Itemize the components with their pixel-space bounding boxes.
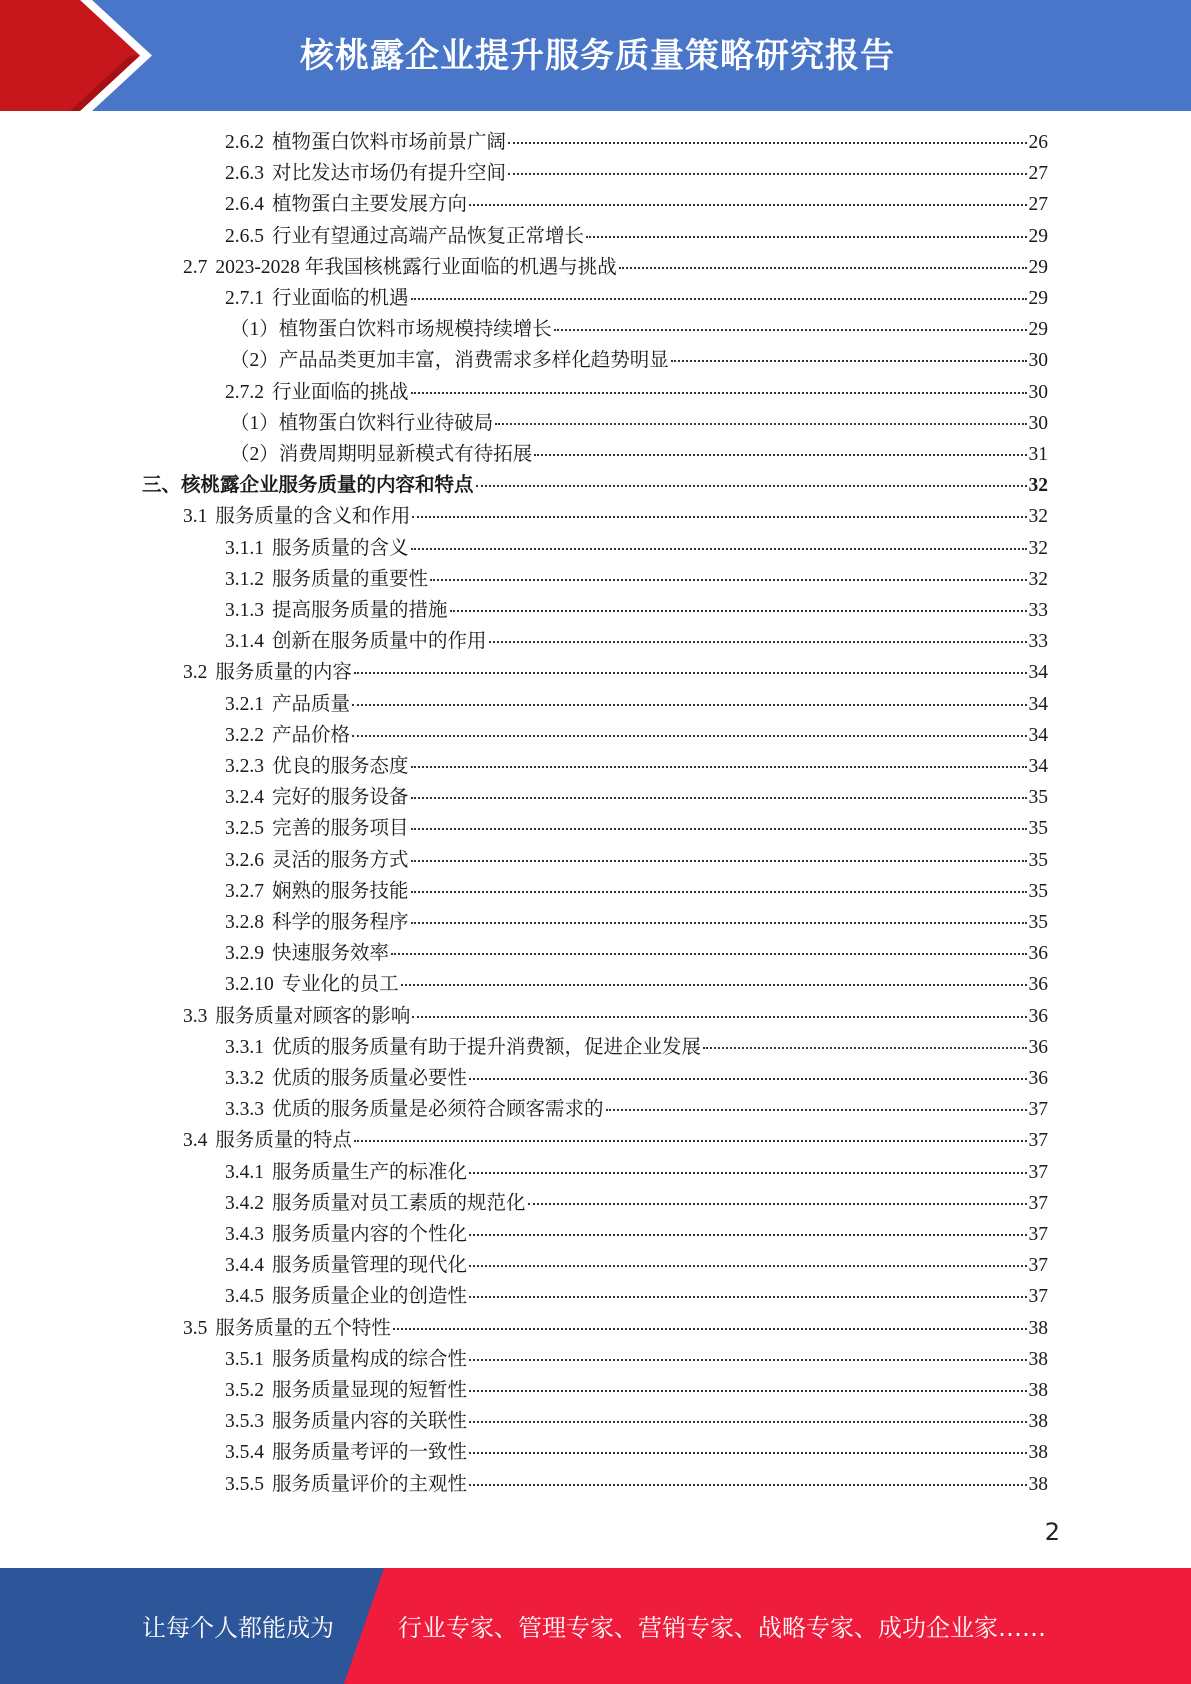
- toc-entry-page: 35: [1028, 849, 1048, 871]
- toc-entry-number: 3.2.1: [225, 693, 264, 715]
- toc-entry-number: 3.2.8: [225, 912, 264, 933]
- toc-entry[interactable]: [183, 1001, 1048, 1032]
- toc-entry[interactable]: [225, 1250, 1048, 1281]
- toc-dot-leader: [469, 1421, 1026, 1423]
- toc-entry[interactable]: [225, 377, 1048, 408]
- toc-entry-title: 提高服务质量的措施: [272, 600, 448, 621]
- toc-entry-title: 优良的服务态度: [272, 756, 409, 777]
- toc-entry-title: 服务质量内容的关联性: [272, 1411, 468, 1433]
- toc-entry-number: 3.2: [183, 662, 208, 684]
- toc-dot-leader: [476, 485, 1027, 487]
- toc-entry[interactable]: [225, 969, 1048, 1000]
- toc-entry[interactable]: [225, 1063, 1048, 1094]
- toc-entry[interactable]: [225, 689, 1048, 720]
- toc-entry-number: 2.7.2: [225, 381, 264, 403]
- toc-dot-leader: [450, 610, 1027, 612]
- document-title: 核桃露企业提升服务质量策略研究报告: [300, 36, 895, 76]
- toc-entry-title: 产品质量: [272, 693, 351, 715]
- toc-entry-title: 行业面临的机遇: [272, 288, 409, 309]
- toc-entry-title: 产品价格: [272, 724, 351, 746]
- toc-entry-number: 3.3.1: [225, 1036, 264, 1058]
- toc-entry-number: 2.6.5: [225, 225, 264, 247]
- toc-entry-number: 3.5.1: [225, 1348, 264, 1370]
- toc-dot-leader: [469, 1484, 1026, 1486]
- toc-entry-number: 3.4.4: [225, 1255, 264, 1277]
- toc-dot-leader: [619, 267, 1027, 269]
- toc-entry[interactable]: [183, 1125, 1048, 1156]
- toc-entry-page: 34: [1028, 662, 1048, 684]
- toc-entry-number: 2.7: [183, 256, 208, 278]
- toc-entry[interactable]: [230, 345, 1048, 376]
- toc-entry-title: 植物蛋白饮料市场规模持续增长: [278, 319, 552, 341]
- toc-entry[interactable]: [230, 439, 1048, 470]
- toc-entry-number: 3.3.3: [225, 1099, 264, 1121]
- toc-entry-title: 快速服务效率: [272, 943, 390, 965]
- toc-dot-leader: [411, 548, 1027, 550]
- toc-entry-page: 31: [1028, 444, 1048, 465]
- toc-entry-number: 2.6.3: [225, 163, 264, 185]
- toc-entry[interactable]: [225, 283, 1048, 314]
- toc-entry-number: （2）: [230, 444, 279, 465]
- toc-entry-title: 娴熟的服务技能: [272, 880, 409, 902]
- toc-dot-leader: [352, 704, 1026, 706]
- header-banner: [0, 0, 1191, 111]
- toc-dot-leader: [411, 922, 1027, 924]
- toc-entry[interactable]: [225, 1188, 1048, 1219]
- toc-entry[interactable]: [225, 845, 1048, 876]
- toc-entry-title: 服务质量的含义和作用: [215, 506, 411, 528]
- toc-dot-leader: [411, 298, 1027, 300]
- toc-entry-title: 服务质量管理的现代化: [272, 1255, 468, 1277]
- toc-dot-leader: [411, 860, 1027, 862]
- toc-entry[interactable]: [225, 1094, 1048, 1125]
- toc-entry-page: 38: [1028, 1411, 1048, 1433]
- toc-entry-title: 专业化的员工: [281, 974, 399, 996]
- toc-entry-title: 灵活的服务方式: [272, 849, 409, 871]
- toc-entry-page: 34: [1028, 693, 1048, 715]
- toc-entry-page: 30: [1028, 412, 1048, 434]
- toc-entry-page: 35: [1028, 818, 1048, 840]
- toc-dot-leader: [412, 1016, 1026, 1018]
- toc-entry-page: 37: [1028, 1286, 1048, 1308]
- toc-entry-title: 对比发达市场仍有提升空间: [272, 163, 507, 185]
- toc-entry-number: 3.5.3: [225, 1411, 264, 1433]
- toc-entry-page: 34: [1028, 724, 1048, 746]
- toc-entry-number: 3.5: [183, 1317, 208, 1339]
- toc-entry[interactable]: [225, 1032, 1048, 1063]
- toc-dot-leader: [411, 392, 1027, 394]
- toc-entry-page: 37: [1028, 1255, 1048, 1277]
- toc-entry-page: 36: [1028, 1036, 1048, 1058]
- toc-entry-number: 3.4.5: [225, 1286, 264, 1308]
- footer-slogan-left: 让每个人都能成为: [142, 1614, 334, 1642]
- toc-entry[interactable]: [225, 1281, 1048, 1312]
- toc-dot-leader: [354, 1140, 1027, 1142]
- toc-entry-title: 服务质量考评的一致性: [272, 1442, 468, 1464]
- toc-entry-page: 38: [1028, 1380, 1048, 1401]
- toc-entry[interactable]: [183, 1313, 1048, 1344]
- toc-entry-number: 三、: [142, 475, 182, 497]
- toc-entry-title: 植物蛋白饮料市场前景广阔: [272, 132, 507, 153]
- toc-entry-page: 37: [1028, 1192, 1048, 1214]
- toc-entry-number: 3.2.3: [225, 756, 264, 777]
- toc-entry-number: 3.5.2: [225, 1380, 264, 1401]
- toc-entry-title: 完善的服务项目: [272, 818, 409, 840]
- toc-entry-number: 3.1.3: [225, 600, 264, 621]
- toc-entry-page: 32: [1028, 506, 1048, 528]
- toc-entry-number: 3.2.7: [225, 880, 264, 902]
- toc-dot-leader: [411, 891, 1027, 893]
- toc-entry-number: 3.1.1: [225, 537, 264, 559]
- toc-entry[interactable]: [225, 876, 1048, 907]
- toc-entry-page: 35: [1028, 880, 1048, 902]
- toc-entry-number: 3.5.5: [225, 1473, 264, 1495]
- toc-entry[interactable]: [225, 1375, 1048, 1406]
- toc-entry-title: 优质的服务质量有助于提升消费额，促进企业发展: [272, 1036, 702, 1058]
- toc-dot-leader: [411, 797, 1027, 799]
- toc-entry-title: 产品品类更加丰富，消费需求多样化趋势明显: [278, 350, 669, 372]
- toc-dot-leader: [508, 173, 1026, 175]
- toc-entry[interactable]: [225, 1469, 1048, 1500]
- toc-entry-page: 38: [1028, 1317, 1048, 1339]
- toc-entry[interactable]: [225, 907, 1048, 938]
- toc-entry-number: 2.6.4: [225, 194, 264, 216]
- toc-entry-title: 服务质量的内容: [215, 662, 352, 684]
- toc-entry-page: 33: [1028, 600, 1048, 621]
- toc-dot-leader: [554, 329, 1027, 331]
- toc-entry-title: 服务质量的含义: [272, 537, 409, 559]
- toc-entry[interactable]: [225, 1344, 1048, 1375]
- toc-entry-page: 29: [1028, 288, 1048, 309]
- toc-entry-page: 33: [1028, 631, 1048, 653]
- toc-dot-leader: [495, 423, 1026, 425]
- toc-entry-number: 3.2.5: [225, 818, 264, 840]
- toc-entry[interactable]: [225, 189, 1048, 220]
- toc-entry-number: 3.4.2: [225, 1192, 264, 1214]
- toc-entry-title: 服务质量生产的标准化: [272, 1161, 468, 1183]
- toc-dot-leader: [469, 1172, 1026, 1174]
- toc-entry[interactable]: [142, 470, 1048, 501]
- toc-entry-title: 核桃露企业服务质量的内容和特点: [181, 475, 474, 497]
- toc-entry-number: 3.2.9: [225, 943, 264, 965]
- toc-entry[interactable]: [225, 1437, 1048, 1468]
- toc-entry-page: 37: [1028, 1130, 1048, 1152]
- toc-entry[interactable]: [230, 408, 1048, 439]
- toc-dot-leader: [534, 454, 1026, 456]
- toc-entry-number: 3.4: [183, 1130, 208, 1152]
- toc-dot-leader: [469, 1078, 1026, 1080]
- toc-entry-number: 3.1.2: [225, 568, 264, 590]
- toc-entry-number: 3.4.1: [225, 1161, 264, 1183]
- toc-entry-title: 服务质量显现的短暂性: [272, 1380, 468, 1401]
- toc-entry-number: 3.2.2: [225, 724, 264, 746]
- toc-entry[interactable]: [225, 221, 1048, 252]
- toc-entry-page: 36: [1028, 943, 1048, 965]
- toc-entry-title: 服务质量构成的综合性: [272, 1348, 468, 1370]
- toc-entry-number: 2.6.2: [225, 132, 264, 153]
- toc-entry-title: 创新在服务质量中的作用: [272, 631, 487, 653]
- toc-entry-title: 行业面临的挑战: [272, 381, 409, 403]
- toc-dot-leader: [430, 579, 1026, 581]
- toc-entry-title: 科学的服务程序: [272, 912, 409, 933]
- toc-entry[interactable]: [225, 782, 1048, 813]
- toc-entry-page: 27: [1028, 163, 1048, 185]
- toc-entry-title: 植物蛋白饮料行业待破局: [278, 412, 494, 434]
- toc-entry[interactable]: [225, 1157, 1048, 1188]
- toc-dot-leader: [489, 641, 1027, 643]
- toc-entry[interactable]: [225, 158, 1048, 189]
- toc-entry-title: 植物蛋白主要发展方向: [272, 194, 468, 216]
- toc-entry-number: 3.2.10: [225, 974, 274, 996]
- toc-dot-leader: [469, 1390, 1026, 1392]
- toc-dot-leader: [393, 1328, 1027, 1330]
- toc-entry-page: 32: [1028, 568, 1048, 590]
- toc-dot-leader: [469, 1452, 1026, 1454]
- toc-entry-title: 服务质量企业的创造性: [272, 1286, 468, 1308]
- footer-banner: [0, 1568, 1191, 1684]
- toc-entry[interactable]: [225, 938, 1048, 969]
- toc-entry-title: 完好的服务设备: [272, 787, 409, 809]
- toc-entry-number: （2）: [230, 350, 279, 372]
- toc-dot-leader: [352, 735, 1026, 737]
- toc-dot-leader: [469, 204, 1026, 206]
- toc-entry-page: 29: [1028, 225, 1048, 247]
- toc-entry-number: 3.1: [183, 506, 208, 528]
- toc-entry-title: 服务质量的重要性: [272, 568, 429, 590]
- toc-entry-page: 36: [1028, 1068, 1048, 1089]
- toc-entry[interactable]: [225, 595, 1048, 626]
- toc-entry[interactable]: [225, 564, 1048, 595]
- toc-entry[interactable]: [225, 127, 1048, 158]
- toc-entry-page: 29: [1028, 319, 1048, 341]
- toc-entry-title: 服务质量的五个特性: [215, 1317, 391, 1339]
- toc-entry-page: 36: [1028, 1005, 1048, 1027]
- toc-entry-title: 服务质量对顾客的影响: [215, 1005, 411, 1027]
- toc-entry[interactable]: [183, 657, 1048, 688]
- toc-entry-page: 32: [1028, 537, 1048, 559]
- toc-dot-leader: [528, 1203, 1027, 1205]
- toc-dot-leader: [703, 1047, 1026, 1049]
- toc-entry[interactable]: [225, 626, 1048, 657]
- toc-entry-page: 38: [1028, 1442, 1048, 1464]
- toc-entry-page: 37: [1028, 1099, 1048, 1121]
- toc-entry[interactable]: [225, 751, 1048, 782]
- toc-dot-leader: [411, 828, 1027, 830]
- toc-dot-leader: [391, 953, 1026, 955]
- toc-entry[interactable]: [183, 252, 1048, 283]
- toc-entry-title: 服务质量的特点: [215, 1130, 352, 1152]
- toc-dot-leader: [469, 1296, 1026, 1298]
- toc-entry-number: 3.2.6: [225, 849, 264, 871]
- toc-entry-page: 27: [1028, 194, 1048, 216]
- toc-dot-leader: [354, 672, 1027, 674]
- toc-entry-page: 38: [1028, 1473, 1048, 1495]
- toc-entry-page: 37: [1028, 1224, 1048, 1245]
- toc-entry-number: 3.3: [183, 1005, 208, 1027]
- toc-entry-number: 3.3.2: [225, 1068, 264, 1089]
- toc-dot-leader: [606, 1109, 1027, 1111]
- toc-entry-page: 32: [1028, 475, 1048, 497]
- toc-dot-leader: [508, 142, 1026, 144]
- toc-entry-title: 消费周期明显新模式有待拓展: [278, 444, 533, 465]
- toc-entry[interactable]: [183, 501, 1048, 532]
- toc-entry-title: 行业有望通过高端产品恢复正常增长: [272, 225, 585, 247]
- toc-entry-page: 30: [1028, 381, 1048, 403]
- toc-entry-page: 29: [1028, 256, 1048, 278]
- toc-dot-leader: [412, 516, 1026, 518]
- toc-entry[interactable]: [225, 1406, 1048, 1437]
- toc-entry-title: 优质的服务质量是必须符合顾客需求的: [272, 1099, 604, 1121]
- toc-entry-page: 35: [1028, 787, 1048, 809]
- toc-entry-page: 34: [1028, 756, 1048, 777]
- toc-entry-page: 38: [1028, 1348, 1048, 1370]
- toc-entry-number: 3.1.4: [225, 631, 264, 653]
- toc-entry-title: 服务质量评价的主观性: [272, 1473, 468, 1495]
- toc-entry-page: 30: [1028, 350, 1048, 372]
- toc-entry-page: 35: [1028, 912, 1048, 933]
- toc-entry-page: 36: [1028, 974, 1048, 996]
- footer-slogan-right: 行业专家、管理专家、营销专家、战略专家、成功企业家……: [398, 1614, 1046, 1642]
- toc-entry-title: 服务质量内容的个性化: [272, 1224, 468, 1245]
- toc-entry-title: 2023-2028 年我国核桃露行业面临的机遇与挑战: [215, 256, 617, 278]
- toc-entry-number: 2.7.1: [225, 288, 264, 309]
- toc-dot-leader: [411, 766, 1027, 768]
- toc-entry-title: 服务质量对员工素质的规范化: [272, 1192, 526, 1214]
- toc-dot-leader: [671, 360, 1027, 362]
- toc-entry[interactable]: [230, 314, 1048, 345]
- toc-dot-leader: [469, 1359, 1026, 1361]
- toc-entry[interactable]: [225, 1219, 1048, 1250]
- toc-entry[interactable]: [225, 813, 1048, 844]
- toc-entry-number: 3.5.4: [225, 1442, 264, 1464]
- toc-entry[interactable]: [225, 533, 1048, 564]
- toc-dot-leader: [469, 1234, 1026, 1236]
- toc-entry-number: （1）: [230, 319, 279, 341]
- toc-dot-leader: [469, 1265, 1026, 1267]
- toc-entry-number: 3.2.4: [225, 787, 264, 809]
- toc-entry-page: 37: [1028, 1161, 1048, 1183]
- toc-entry-title: 优质的服务质量必要性: [272, 1068, 468, 1089]
- toc-dot-leader: [586, 236, 1026, 238]
- toc-entry[interactable]: [225, 720, 1048, 751]
- toc-entry-page: 26: [1028, 132, 1048, 153]
- toc-entry-number: （1）: [230, 412, 279, 434]
- page-number: 2: [1044, 1518, 1060, 1546]
- toc-dot-leader: [401, 984, 1027, 986]
- toc-entry-number: 3.4.3: [225, 1224, 264, 1245]
